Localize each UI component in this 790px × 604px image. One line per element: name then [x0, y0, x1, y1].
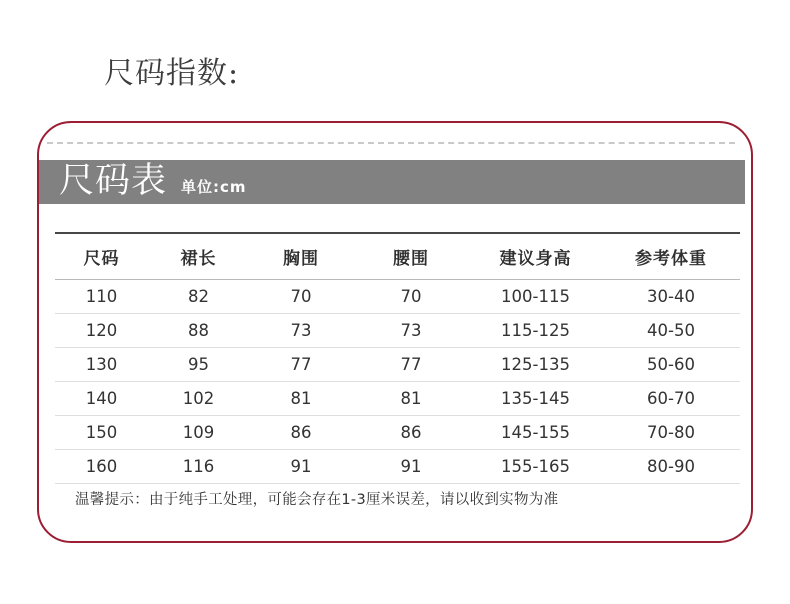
table-cell: 102	[148, 382, 249, 416]
table-cell: 109	[148, 416, 249, 450]
table-cell: 120	[55, 314, 148, 348]
note-text: 温馨提示：由于纯手工处理，可能会存在1-3厘米误差，请以收到实物为准	[75, 492, 559, 508]
table-cell: 91	[353, 450, 469, 484]
table-cell: 145-155	[469, 416, 602, 450]
header-cell-length: 裙长	[148, 233, 249, 280]
table-row	[55, 348, 740, 382]
table-cell: 77	[249, 348, 353, 382]
table-row	[55, 450, 740, 484]
card-header-bar	[39, 160, 745, 204]
page-title: 尺码指数:	[104, 56, 240, 91]
table-cell: 73	[353, 314, 469, 348]
table-header-row	[55, 233, 740, 280]
unit-label: 单位:cm	[181, 178, 247, 196]
table-cell: 70-80	[602, 416, 740, 450]
table-cell: 91	[249, 450, 353, 484]
table-cell: 125-135	[469, 348, 602, 382]
table-cell: 30-40	[602, 280, 740, 314]
table-cell: 40-50	[602, 314, 740, 348]
table-cell: 115-125	[469, 314, 602, 348]
header-cell-height: 建议身高	[469, 233, 602, 280]
table-row	[55, 280, 740, 314]
table-cell: 70	[249, 280, 353, 314]
table-cell: 81	[249, 382, 353, 416]
table-cell: 150	[55, 416, 148, 450]
card-title: 尺码表	[59, 161, 168, 201]
table-cell: 70	[353, 280, 469, 314]
header-cell-weight: 参考体重	[602, 233, 740, 280]
table-cell: 95	[148, 348, 249, 382]
table-cell: 155-165	[469, 450, 602, 484]
header-cell-waist: 腰围	[353, 233, 469, 280]
dashed-divider	[47, 142, 735, 144]
table-cell: 86	[249, 416, 353, 450]
header-cell-bust: 胸围	[249, 233, 353, 280]
table-cell: 60-70	[602, 382, 740, 416]
table-cell: 86	[353, 416, 469, 450]
table-cell: 116	[148, 450, 249, 484]
table-cell: 140	[55, 382, 148, 416]
header-cell-size: 尺码	[55, 233, 148, 280]
table-cell: 135-145	[469, 382, 602, 416]
table-cell: 100-115	[469, 280, 602, 314]
size-table	[55, 232, 740, 484]
table-row	[55, 382, 740, 416]
size-chart-card	[37, 121, 753, 543]
table-cell: 77	[353, 348, 469, 382]
table-cell: 81	[353, 382, 469, 416]
table-cell: 130	[55, 348, 148, 382]
table-cell: 82	[148, 280, 249, 314]
table-cell: 110	[55, 280, 148, 314]
table-cell: 50-60	[602, 348, 740, 382]
table-cell: 88	[148, 314, 249, 348]
table-cell: 73	[249, 314, 353, 348]
table-cell: 80-90	[602, 450, 740, 484]
table-row	[55, 416, 740, 450]
table-cell: 160	[55, 450, 148, 484]
table-row	[55, 314, 740, 348]
